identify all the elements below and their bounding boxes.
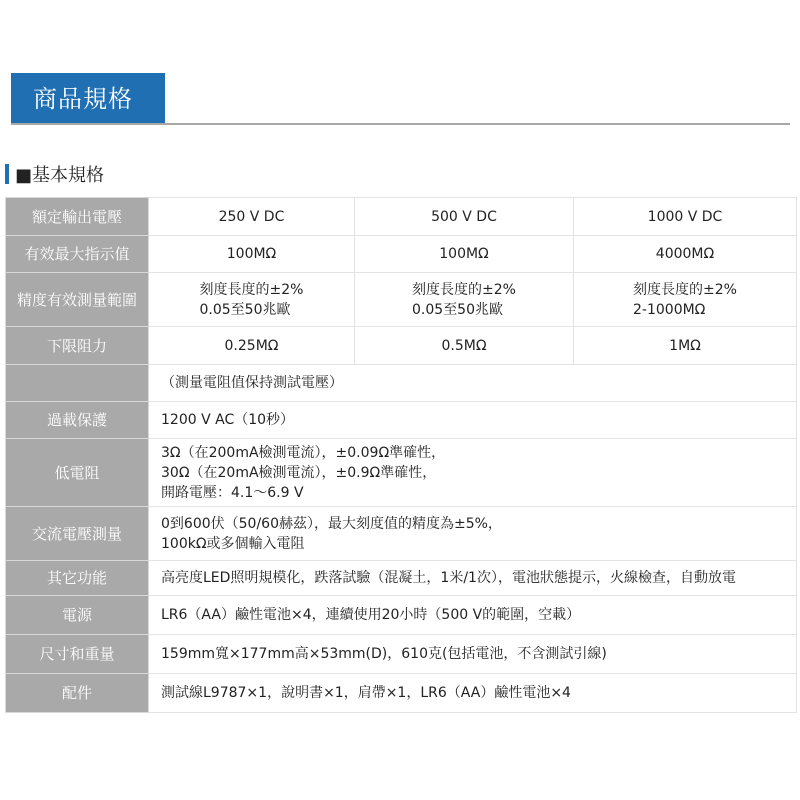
table-cell: （測量電阻值保持測試電壓）	[149, 365, 797, 402]
table-cell	[574, 273, 797, 327]
table-cell	[149, 439, 797, 507]
cell-line: 2-1000MΩ	[633, 301, 706, 318]
table-cell	[149, 507, 797, 561]
cell-line: 刻度長度的±2%	[199, 281, 304, 298]
cell-line: 0.05至50兆歐	[199, 301, 291, 318]
table-cell: 1000 V DC	[574, 198, 797, 236]
table-row	[6, 198, 797, 236]
row-label: 低電阻	[6, 439, 149, 507]
table-row	[6, 402, 797, 439]
table-cell: 高亮度LED照明規模化，跌落試驗（混凝土，1米/1次），電池狀態提示，火線檢查，自動放電	[149, 561, 797, 596]
cell-line: 0.05至50兆歐	[412, 301, 504, 318]
table-cell: 測試線L9787×1，說明書×1，肩帶×1，LR6（AA）鹼性電池×4	[149, 674, 797, 713]
table-cell: 159mm寬×177mm高×53mm(D)，610克(包括電池，不含測試引線)	[149, 635, 797, 674]
table-cell: 250 V DC	[149, 198, 355, 236]
table-row	[6, 596, 797, 635]
cell-line: 100kΩ或多個輸入電阻	[161, 535, 305, 552]
table-row	[6, 507, 797, 561]
table-cell: 4000MΩ	[574, 236, 797, 273]
table-cell	[149, 273, 355, 327]
cell-line: 刻度長度的±2%	[633, 281, 737, 298]
row-label: 精度有效測量範圍	[6, 273, 149, 327]
table-cell: 0.25MΩ	[149, 327, 355, 365]
cell-line: 30Ω（在20mA檢測電流），±0.9Ω準確性，	[161, 464, 437, 481]
row-label: 有效最大指示值	[6, 236, 149, 273]
row-label: 其它功能	[6, 561, 149, 596]
table-cell: 100MΩ	[149, 236, 355, 273]
section-title: ■基本規格	[15, 165, 105, 186]
page-title-tab	[11, 73, 165, 125]
spec-table	[5, 197, 797, 713]
section-accent-bar	[5, 164, 9, 184]
cell-line: 開路電壓：4.1～6.9 V	[161, 484, 304, 501]
table-row	[6, 273, 797, 327]
table-cell: LR6（AA）鹼性電池×4，連續使用20小時（500 V的範圍，空載）	[149, 596, 797, 635]
table-cell: 500 V DC	[355, 198, 574, 236]
row-label: 配件	[6, 674, 149, 713]
table-cell: 1MΩ	[574, 327, 797, 365]
header-divider	[11, 123, 790, 125]
table-row	[6, 365, 797, 402]
cell-line: 刻度長度的±2%	[412, 281, 516, 298]
table-row	[6, 561, 797, 596]
table-row	[6, 439, 797, 507]
row-label: 下限阻力	[6, 327, 149, 365]
table-cell	[355, 273, 574, 327]
cell-line: 0到600伏（50/60赫茲），最大刻度值的精度為±5%，	[161, 515, 502, 532]
page-title: 商品規格	[33, 85, 133, 113]
row-label: 過載保護	[6, 402, 149, 439]
cell-line: 3Ω（在200mA檢測電流），±0.09Ω準確性，	[161, 444, 446, 461]
table-cell: 1200 V AC（10秒）	[149, 402, 797, 439]
table-cell: 0.5MΩ	[355, 327, 574, 365]
table-cell: 100MΩ	[355, 236, 574, 273]
row-label: 交流電壓測量	[6, 507, 149, 561]
table-row	[6, 635, 797, 674]
row-label	[6, 365, 149, 402]
table-row	[6, 236, 797, 273]
table-row	[6, 327, 797, 365]
row-label: 額定輸出電壓	[6, 198, 149, 236]
table-row	[6, 674, 797, 713]
row-label: 尺寸和重量	[6, 635, 149, 674]
section-heading	[5, 163, 104, 185]
row-label: 電源	[6, 596, 149, 635]
